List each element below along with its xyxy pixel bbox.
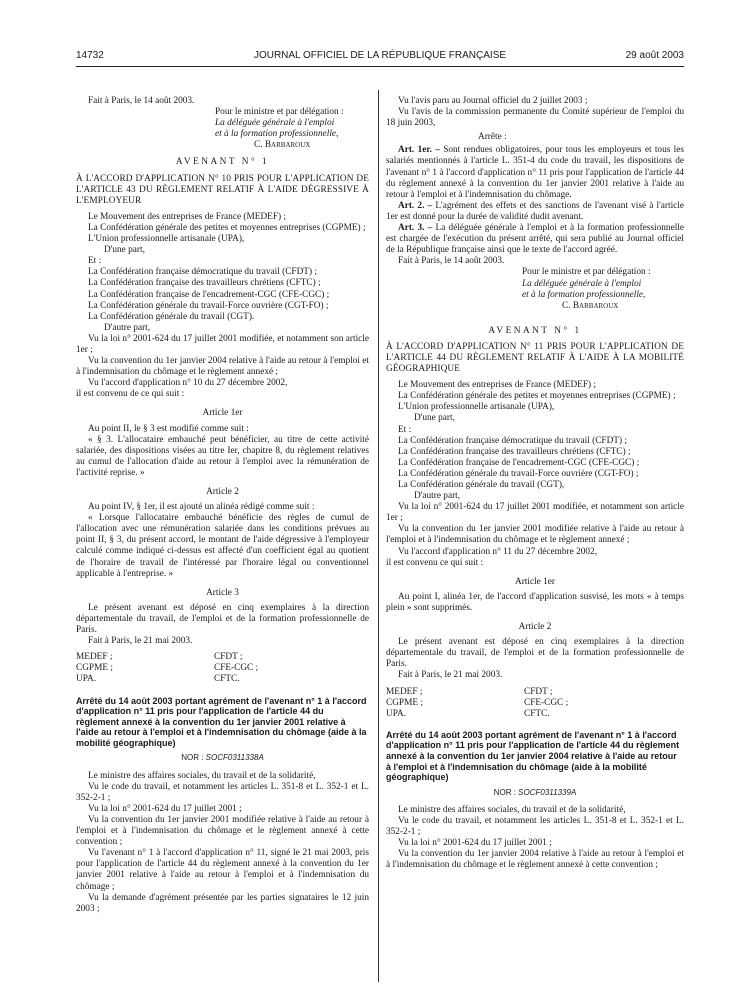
paragraph: il est convenu ce qui suit :: [386, 557, 484, 568]
page-number: 14732: [76, 50, 104, 61]
signature-line: et à la formation professionnelle,: [215, 129, 339, 140]
article-heading: Article 1er: [202, 408, 243, 419]
article-text: L'agrément des effets et des sanctions de l'avenant visé à l'article 1er est donné pour la durée de validité dudit avenant.: [386, 200, 684, 222]
signatory: MEDEF ;: [76, 652, 113, 663]
paragraph: La Confédération générale du travail-Force ouvrière (CGT-FO) ;: [88, 300, 329, 311]
paragraph: Au point IV, § 1er, il est ajouté un alinéa rédigé comme suit :: [88, 502, 315, 513]
paragraph: D'autre part,: [414, 491, 461, 502]
signatories-row: [386, 709, 684, 720]
paragraph: il est convenu de ce qui suit :: [76, 389, 185, 400]
page-header: [76, 50, 684, 64]
paragraph: Au point I, alinéa 1er, de l'accord d'application susvisé, les mots « à temps plein » sont supprimés.: [386, 591, 684, 613]
article-heading: Article 2: [206, 487, 239, 497]
column-divider: [378, 90, 379, 982]
nor-reference: [76, 752, 369, 763]
paragraph: Vu la loi n° 2001-624 du 17 juillet 2001 modifiée, et notamment son article 1er ;: [76, 333, 369, 355]
article-heading: Article 2: [518, 622, 552, 633]
accord-heading: À L'ACCORD D'APPLICATION N° 11 PRIS POUR L'APPLICATION DE L'ARTICLE 44 DU RÈGLEMENT RELATIF À L'AIDE À LA MOBILITÉ GÉOGRAPHIQUE: [386, 341, 684, 375]
signatory: UPA.: [76, 674, 97, 685]
paragraph: Au point II, le § 3 est modifié comme suit :: [88, 423, 249, 434]
arrete-title: Arrêté du 14 août 2003 portant agrément de l'avenant n° 1 à l'accord d'application n° 11 pris pour l'application de l'article 44 du règlement annexé à la convention du 1er janvier 2001 relative à l'aide au retour à l'emploi et à l'indemnisation du chômage (aide à la mobilité géographique): [76, 695, 367, 748]
signature-name: C. Barbaroux: [562, 300, 619, 311]
signature-line: La déléguée générale à l'emploi: [522, 278, 642, 289]
article-heading: Article 1er: [514, 576, 555, 587]
paragraph: D'une part,: [104, 245, 145, 256]
signatory: CFTC.: [524, 708, 550, 719]
left-column: [76, 96, 369, 915]
avenant-heading: AVENANT N° 1: [175, 157, 270, 168]
signatory: CGPME ;: [76, 663, 113, 674]
paragraph: La Confédération française démocratique du travail (CFDT) ;: [398, 435, 627, 446]
paragraph: Fait à Paris, le 21 mai 2003.: [88, 636, 193, 647]
nor-label: NOR :: [493, 787, 519, 797]
signatory: UPA.: [386, 708, 407, 719]
article-text: La déléguée générale à l'emploi et à la formation professionnelle est chargée de l'exécution du présent arrêté, qui sera publié au Journal officiel de la République française ainsi que le texte de l'accord agréé.: [386, 223, 684, 256]
nor-code: SOCF0311339A: [518, 787, 577, 797]
paragraph: Le Mouvement des entreprises de France (MEDEF) ;: [88, 211, 287, 222]
signatory: CFE-CGC ;: [524, 697, 569, 708]
paragraph: Vu la loi n° 2001-624 du 17 juillet 2001 ;: [88, 803, 242, 814]
paragraph: Vu l'avis paru au Journal officiel du 2 juillet 2003 ;: [398, 96, 588, 106]
signatory: CGPME ;: [386, 697, 423, 708]
paragraph: « Lorsque l'allocataire embauché bénéficie des règles de cumul de l'allocation avec une rémunération salariée dans les conditions prévues au point II, § 3, du présent accord, le montant de l'aide dégressive à l'employeur calculé comme indiqué ci-dessus est affecté d'un coefficient égal au quotient de l'horaire de travail de l'intéressé par l'horaire légal ou conventionnel applicable à l'entreprise. »: [76, 513, 369, 579]
signatories-row: [386, 687, 684, 698]
paragraph: Vu la convention du 1er janvier 2001 modifiée relative à l'aide au retour à l'emploi et à l'indemnisation du chômage et le règlement annexé à cette convention ;: [76, 814, 369, 848]
fait-line: Fait à Paris, le 14 août 2003.: [398, 256, 505, 267]
nor-code: SOCF0311338A: [205, 753, 264, 763]
paragraph: L'Union professionnelle artisanale (UPA),: [88, 234, 245, 245]
accord-heading: À L'ACCORD D'APPLICATION N° 10 PRIS POUR L'APPLICATION DE L'ARTICLE 43 DU RÈGLEMENT RELATIF À L'AIDE DÉGRESSIVE À L'EMPLOYEUR: [76, 173, 369, 206]
signatory: CFDT ;: [214, 652, 243, 663]
paragraph: La Confédération française de l'encadrement-CGC (CFE-CGC) ;: [398, 457, 640, 468]
signatory: CFTC.: [214, 674, 240, 685]
signatories-row: [76, 663, 369, 674]
signatories-row: [76, 652, 369, 663]
issue-date: 29 août 2003: [625, 50, 684, 61]
paragraph: La Confédération française démocratique du travail (CFDT) ;: [88, 267, 317, 278]
article-label: Art. 1er. –: [398, 145, 440, 156]
paragraph: Le ministre des affaires sociales, du travail et de la solidarité,: [88, 770, 316, 781]
journal-title: JOURNAL OFFICIEL DE LA RÉPUBLIQUE FRANÇAISE: [253, 50, 507, 61]
paragraph: Vu la loi n° 2001-624 du 17 juillet 2001 modifiée, et notamment son article 1er ;: [386, 502, 684, 524]
signatories-row: [386, 698, 684, 709]
signatory: MEDEF ;: [386, 686, 423, 697]
paragraph: Vu le code du travail, et notamment les articles L. 351-8 et L. 352-1 et L. 352-2-1 ;: [386, 815, 684, 838]
paragraph: D'autre part,: [104, 322, 151, 333]
paragraph: Et :: [88, 256, 102, 267]
nor-label: NOR :: [181, 753, 206, 763]
article-heading: Article 3: [206, 587, 239, 598]
article-paragraph: [386, 201, 684, 223]
paragraph: Vu la convention du 1er janvier 2001 modifiée relative à l'aide au retour à l'emploi et à l'indemnisation du chômage et le règlement annexé ;: [386, 524, 684, 546]
paragraph: Vu l'accord d'application n° 10 du 27 décembre 2002,: [88, 378, 288, 389]
paragraph: La Confédération générale des petites et moyennes entreprises (CGPME) ;: [88, 222, 366, 233]
paragraph: La Confédération française des travailleurs chrétiens (CFTC) ;: [88, 278, 321, 289]
paragraph: Le présent avenant est déposé en cinq exemplaires à la direction départementale du travail, de l'emploi et de la formation professionnelle de Paris.: [76, 602, 369, 636]
avenant-heading: AVENANT N° 1: [488, 325, 582, 336]
signature-line: Pour le ministre et par délégation :: [215, 107, 344, 118]
paragraph: Le ministre des affaires sociales, du travail et de la solidarité,: [398, 804, 626, 815]
paragraph: La Confédération française des travailleurs chrétiens (CFTC) ;: [398, 446, 631, 457]
paragraph: Vu la demande d'agrément présentée par les parties signataires le 12 juin 2003 ;: [76, 892, 369, 914]
fait-line: Fait à Paris, le 14 août 2003.: [88, 96, 195, 106]
signatories-row: [76, 674, 369, 685]
paragraph: La Confédération générale du travail-Force ouvrière (CGT-FO) ;: [398, 468, 639, 479]
paragraph: Vu la loi n° 2001-624 du 17 juillet 2001 ;: [398, 838, 552, 849]
paragraph: « § 3. L'allocataire embauché peut bénéficier, au titre de cette activité salariée, des dispositions visées au titre Ier, chapitre 8, du règlement relatives au cumul de l'allocation d'aide au retour à l'emploi avec la rémunération de l'activité reprise. »: [76, 434, 369, 478]
article-paragraph: [386, 145, 684, 200]
article-text: Sont rendues obligatoires, pour tous les employeurs et tous les salariés mentionnés à l'article L. 351-4 du code du travail, les dispositions de l'avenant n° 1 à l'accord d'application n° 11 pris pour l'application de l'article 44 du règlement annexé à la convention du 1er janvier 2001 relative à l'aide au retour à l'emploi et à l'indemnisation du chômage.: [386, 145, 684, 200]
signature-line: La déléguée générale à l'emploi: [215, 118, 335, 129]
article-label: Art. 3. –: [398, 223, 433, 234]
header-rule: [76, 66, 684, 67]
paragraph: Vu la convention du 1er janvier 2004 relative à l'aide au retour à l'emploi et à l'indemnisation du chômage et le règlement annexé ;: [76, 356, 369, 378]
signature-line: et à la formation professionnelle,: [522, 289, 646, 300]
paragraph: La Confédération générale du travail (CGT).: [88, 311, 255, 322]
paragraph: Vu la convention du 1er janvier 2004 relative à l'aide au retour à l'emploi et à l'indemnisation du chômage et le règlement annexé à cette convention ;: [386, 849, 684, 871]
paragraph: Le Mouvement des entreprises de France (MEDEF) ;: [398, 380, 597, 391]
arrete-label: Arrête :: [478, 132, 507, 143]
arrete-title: Arrêté du 14 août 2003 portant agrément de l'avenant n° 1 à l'accord d'application n° 11 pris pour l'application de l'article 44 du règlement annexé à la convention du 1er janvier 2004 relative à l'aide au retour à l'emploi et à l'indemnisation du chômage (aide à la mobilité géographique): [386, 729, 680, 783]
nor-reference: [386, 787, 684, 798]
paragraph: Fait à Paris, le 21 mai 2003.: [398, 670, 503, 681]
article-paragraph: [386, 223, 684, 256]
signatory: CFDT ;: [524, 686, 553, 697]
signature-name: C. Barbaroux: [254, 140, 311, 151]
paragraph: La Confédération générale du travail (CGT),: [398, 480, 565, 490]
right-column: [386, 96, 684, 871]
paragraph: Vu le code du travail, et notamment les articles L. 351-8 et L. 352-1 et L. 352-2-1 ;: [76, 781, 369, 803]
paragraph: La Confédération française de l'encadrement-CGC (CFE-CGC) ;: [88, 289, 330, 300]
signature-line: Pour le ministre et par délégation :: [522, 267, 651, 278]
paragraph: Vu l'avenant n° 1 à l'accord d'application n° 11, signé le 21 mai 2003, pris pour l'application de l'article 44 du règlement annexé à la convention du 1er janvier 2001 relative à l'aide au retour à l'emploi et à l'indemnisation du chômage ;: [76, 848, 369, 892]
paragraph: Vu l'accord d'application n° 11 du 27 décembre 2002,: [398, 546, 598, 557]
paragraph: Et :: [398, 424, 412, 435]
paragraph: La Confédération générale des petites et moyennes entreprises (CGPME) ;: [398, 391, 676, 402]
paragraph: L'Union professionnelle artisanale (UPA),: [398, 402, 555, 413]
paragraph: Vu l'avis de la commission permanente du Comité supérieur de l'emploi du 18 juin 2003,: [386, 107, 684, 129]
signatory: CFE-CGC ;: [214, 663, 259, 674]
paragraph: D'une part,: [414, 413, 455, 424]
paragraph: Le présent avenant est déposé en cinq exemplaires à la direction départementale du travail, de l'emploi et de la formation professionnelle de Paris.: [386, 637, 684, 670]
article-label: Art. 2. –: [398, 200, 433, 211]
